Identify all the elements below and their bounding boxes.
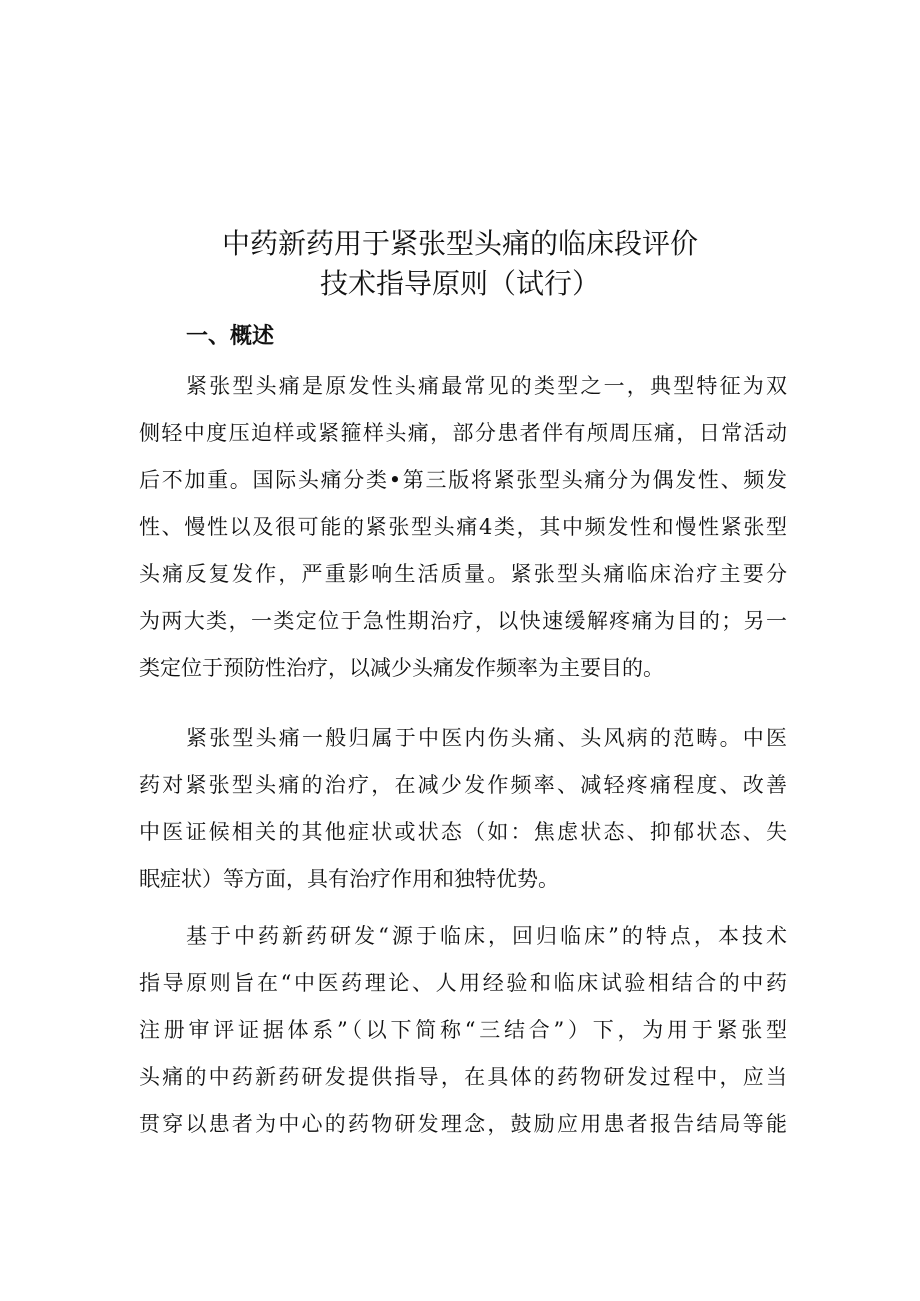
paragraph-line: 头痛的中药新药研发提供指导，在具体的药物研发过程中，应当	[139, 1065, 787, 1089]
paragraph-line: 紧张型头痛是原发性头痛最常见的类型之一，典型特征为双	[186, 374, 787, 398]
document-title-line-1: 中药新药用于紧张型头痛的临床段评价	[221, 227, 698, 260]
paragraph-2	[139, 715, 787, 903]
paragraph-line: 药对紧张型头痛的治疗，在减少发作频率、减轻疼痛程度、改善	[139, 773, 787, 797]
paragraph-line: 侧轻中度压迫样或紧箍样头痛，部分患者伴有颅周压痛，日常活动	[139, 421, 787, 445]
document-title-line-2: 技术指导原则（试行）	[319, 267, 600, 300]
paragraph-line: 中医证候相关的其他症状或状态（如：焦虑状态、抑郁状态、失	[139, 820, 787, 844]
paragraph-line: 性、慢性以及很可能的紧张型头痛4类，其中频发性和慢性紧张型	[139, 515, 787, 539]
paragraph-line: 后不加重。国际头痛分类•第三版将紧张型头痛分为偶发性、频发	[139, 468, 787, 492]
paragraph-3	[139, 913, 787, 1148]
paragraph-line: 眠症状）等方面，具有治疗作用和独特优势。	[139, 867, 559, 891]
section-heading: 一、概述	[186, 324, 275, 349]
paragraph-line: 紧张型头痛一般归属于中医内伤头痛、头风病的范畴。中医	[186, 726, 787, 750]
paragraph-line: 为两大类，一类定位于急性期治疗，以快速缓解疼痛为目的；另一	[139, 609, 787, 633]
paragraph-line: 头痛反复发作，严重影响生活质量。紧张型头痛临床治疗主要分	[139, 562, 787, 586]
paragraph-line: 基于中药新药研发“源于临床，回归临床”的特点，本技术	[186, 924, 787, 948]
paragraph-line: 指导原则旨在“中医药理论、人用经验和临床试验相结合的中药	[139, 971, 787, 995]
paragraph-line: 类定位于预防性治疗，以减少头痛发作频率为主要目的。	[139, 656, 664, 680]
paragraph-line: 注册审评证据体系”（以下简称“三结合”）下，为用于紧张型	[139, 1018, 787, 1042]
paragraph-1	[139, 363, 787, 692]
paragraph-line: 贯穿以患者为中心的药物研发理念，鼓励应用患者报告结局等能	[139, 1112, 787, 1136]
